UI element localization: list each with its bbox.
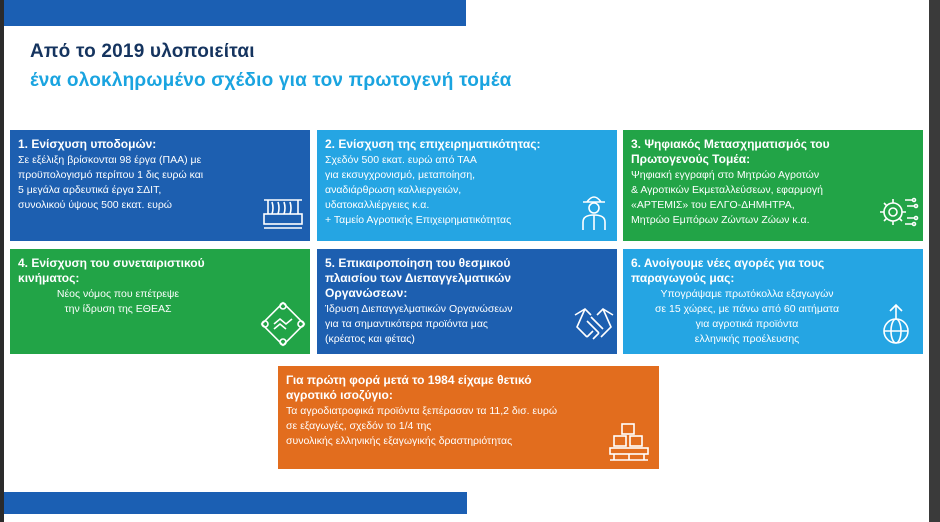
tile-body: Σχεδόν 500 εκατ. ευρώ από ΤΑΑ για εκσυγχρονισμό, μεταποίηση, αναδιάρθρωση καλλιεργειών, υδατοκαλλιέργειες κ.α. + Ταμείο Αγροτικής Επιχειρηματικότητας [325,154,512,226]
tile-title: Για πρώτη φορά μετά το 1984 είχαμε θετικό αγροτικό ισοζύγιο: [286,373,532,402]
tile-new-markets [623,249,923,354]
dam-icon [260,188,306,234]
window-edge [929,0,940,522]
tile-trade-balance [278,366,659,469]
cooperation-icon [260,301,306,347]
tile-cooperatives [10,249,310,354]
tile-body: Ίδρυση Διεπαγγελματικών Οργανώσεων για τα σημαντικότερα προϊόντα μας (κρέατος και φέτας) [325,303,513,345]
bottom-accent-bar [4,492,467,514]
digital-gear-icon [873,188,919,234]
slide-title: Από το 2019 υλοποιείται [30,41,255,62]
globe-export-icon [873,301,919,347]
slide-subtitle: ένα ολοκληρωμένο σχέδιο για τον πρωτογενή τομέα [30,70,512,91]
tile-body: Σε εξέλιξη βρίσκονται 98 έργα (ΠΑΑ) με προϋπολογισμό περίπου 1 δις ευρώ και 5 μεγάλα αρδευτικά έργα ΣΔΙΤ, συνολικού ύψους 500 εκατ. ευρώ [18,154,204,211]
presentation-slide [4,0,929,522]
tile-body: Υπογράψαμε πρωτόκολλα εξαγωγών σε 15 χώρες, με πάνω από 60 αιτήματα για αγροτικά προϊόντα ελληνικής προέλευσης [654,288,840,345]
tile-title: 1. Ενίσχυση υποδομών: [18,137,157,151]
tile-title: 6. Ανοίγουμε νέες αγορές για τους παραγωγούς μας: [631,256,825,285]
tile-title: 5. Επικαιροποίηση του θεσμικού πλαισίου των Διεπαγγελματικών Οργανώσεων: [325,256,512,300]
top-accent-bar [4,0,466,26]
tile-entrepreneurship [317,130,617,241]
tile-body: Τα αγροδιατροφικά προϊόντα ξεπέρασαν τα 11,2 δισ. ευρώ σε εξαγωγές, σχεδόν το 1/4 της συνολικής ελληνικής εξαγωγικής δραστηριότητας [286,405,558,447]
tile-digital-transformation [623,130,923,241]
farmer-icon [571,188,617,234]
boxes-pallet-icon [606,418,652,464]
tile-body: Νέος νόμος που επέτρεψε την ίδρυση της ΕΘΕΑΣ [56,288,180,315]
tile-interprofessional [317,249,617,354]
tile-title: 4. Ενίσχυση του συνεταιριστικού κινήματος: [18,256,205,285]
handshake-icon [571,301,617,347]
tile-infrastructure [10,130,310,241]
tile-body: Ψηφιακή εγγραφή στο Μητρώο Αγροτών & Αγροτικών Εκμεταλλεύσεων, εφαρμογή «ΑΡΤΕΜΙΣ» του ΕΛΓΟ-ΔΗΜΗΤΡΑ, Μητρώο Εμπόρων Ζώντων Ζώων κ.α. [631,169,823,226]
tile-title: 2. Ενίσχυση της επιχειρηματικότητας: [325,137,541,151]
tile-title: 3. Ψηφιακός Μετασχηματισμός του Πρωτογενούς Τομέα: [631,137,830,166]
